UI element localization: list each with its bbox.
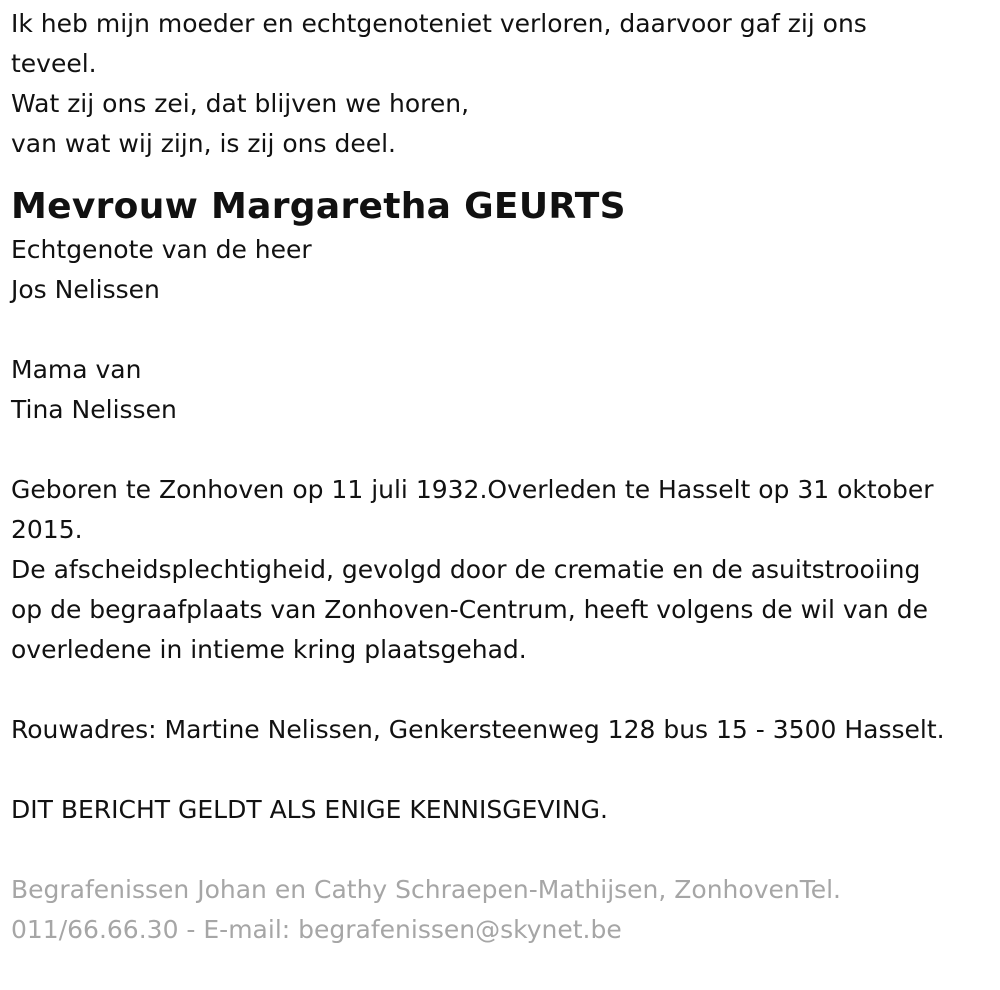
child-name: Tina Nelissen [11,395,177,424]
poem-line-4: van wat wij zijn, is zij ons deel. [11,129,396,158]
funeral-home [11,870,1000,950]
spouse-name: Jos Nelissen [11,275,160,304]
funeral-home-line-1: Begrafenissen Johan en Cathy Schraepen-Mathijsen, ZonhovenTel. [11,875,842,904]
poem-line-1: Ik heb mijn moeder en echtgenoteniet verloren, daarvoor gaf zij ons [11,9,867,38]
details-line-1: Geboren te Zonhoven op 11 juli 1932.Overleden te Hasselt op 31 oktober [11,475,934,504]
poem [11,4,1000,164]
spacer [11,310,1000,350]
funeral-home-line-2: 011/66.66.30 - E-mail: begrafenissen@skynet.be [11,915,622,944]
child-label: Mama van [11,355,142,384]
details-line-4: op de begraafplaats van Zonhoven-Centrum, heeft volgens de wil van de [11,595,929,624]
mourning-address: Rouwadres: Martine Nelissen, Genkersteenweg 128 bus 15 - 3500 Hasselt. [11,715,945,744]
details-line-3: De afscheidsplechtigheid, gevolgd door de crematie en de asuitstrooiing [11,555,921,584]
details-line-2: 2015. [11,515,83,544]
details-line-5: overledene in intieme kring plaatsgehad. [11,635,527,664]
deceased-name: Mevrouw Margaretha GEURTS [11,186,626,227]
notice-statement: DIT BERICHT GELDT ALS ENIGE KENNISGEVING. [11,795,608,824]
spacer [11,750,1000,790]
spacer [11,430,1000,470]
details [11,470,1000,670]
poem-line-3: Wat zij ons zei, dat blijven we horen, [11,89,470,118]
spacer [11,670,1000,710]
spouse-label: Echtgenote van de heer [11,235,312,264]
spacer [11,830,1000,870]
poem-line-2: teveel. [11,49,97,78]
